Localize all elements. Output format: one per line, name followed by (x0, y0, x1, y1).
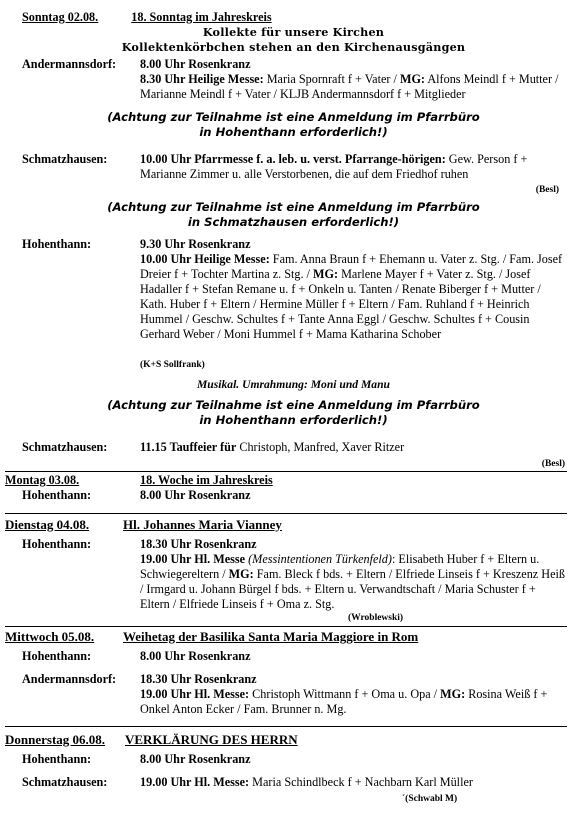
day-header-monday (5, 473, 273, 488)
service-time: 19.00 Uhr Hl. Messe (140, 552, 246, 566)
day-header-tuesday (5, 517, 282, 532)
mg-label: MG: (399, 72, 425, 86)
intention-text: Christoph, Manfred, Xaver Ritzer (236, 440, 405, 454)
intention-text: Maria Spornraft f + Vater / (263, 72, 400, 86)
divider (5, 513, 567, 514)
day-title: VERKLÄRUNG DES HERRN (125, 732, 298, 747)
place-hohenthann: Hohenthann: (22, 537, 92, 551)
service-entry (140, 775, 568, 790)
service-time: 19.00 Uhr Hl. Messe: (140, 775, 250, 789)
divider (5, 471, 567, 472)
celebrant: (Besl) (541, 459, 565, 469)
service-time: 11.15 Tauffeier für (140, 440, 237, 454)
place-schmatzhausen: Schmatzhausen: (22, 152, 108, 166)
divider (5, 726, 567, 727)
day-title: 18. Woche im Jahreskreis (140, 473, 273, 487)
day-date: Dienstag 04.08. (5, 517, 90, 532)
day-header-sunday (22, 10, 272, 25)
service-entry: 8.00 Uhr Rosenkranz (140, 57, 251, 71)
place-hohenthann: Hohenthann: (22, 752, 92, 766)
service-entry (140, 72, 568, 102)
service-entry: 8.00 Uhr Rosenkranz (140, 488, 251, 502)
place-andermannsdorf: Andermannsdorf: (22, 57, 117, 71)
place-hohenthann: Hohenthann: (22, 237, 92, 251)
service-time: 10.00 Uhr Heilige Messe: (140, 252, 270, 266)
divider (5, 626, 567, 627)
service-time: 19.00 Uhr Hl. Messe: (140, 687, 250, 701)
service-entry: 8.00 Uhr Rosenkranz (140, 752, 251, 766)
day-header-wednesday (5, 629, 419, 644)
place-schmatzhausen: Schmatzhausen: (22, 440, 108, 454)
service-entry (140, 152, 568, 182)
music-note: Musikal. Umrahmung: Moni und Manu (197, 378, 390, 391)
celebrant: (K+S Sollfrank) (140, 360, 205, 370)
service-entry (140, 252, 568, 342)
intention-note: (Messintentionen Türkenfeld) (245, 552, 392, 566)
notice-line: (Achtung zur Teilnahme ist eine Anmeldung im Pfarrbüro (107, 200, 480, 214)
intention-text: Christoph Wittmann f + Oma u. Opa / (249, 687, 441, 701)
day-header-thursday (5, 732, 298, 747)
notice-line: in Hohenthann erforderlich!) (199, 413, 388, 427)
intention-text: Fam. Anna Braun f + Ehemann u. Vater z. Stg. / Fam. Josef Dreier f + Tochter Martina z. Stg. / (140, 252, 563, 281)
intention-text: Alfons Meindl f + Mutter / Marianne Meindl f + Vater / KLJB Andermannsdorf f + Mitglieder (140, 72, 559, 101)
notice-line: (Achtung zur Teilnahme ist eine Anmeldung im Pfarrbüro (107, 398, 480, 412)
day-date: Donnerstag 06.08. (5, 732, 106, 747)
mg-label: MG: (440, 687, 466, 701)
service-entry (140, 687, 568, 717)
celebrant: (Wroblewski) (348, 613, 404, 623)
intention-text: Gew. Person f + Marianne Zimmer u. alle Verstorbenen, die auf dem Friedhof ruhen (140, 152, 528, 181)
notice-line: (Achtung zur Teilnahme ist eine Anmeldung im Pfarrbüro (107, 110, 480, 124)
service-entry: 18.30 Uhr Rosenkranz (140, 672, 257, 686)
intention-text: Rosina Weiß f + Onkel Anton Ecker / Fam. Brunner n. Mg. (140, 687, 548, 716)
service-time: 8.30 Uhr Heilige Messe: (140, 72, 264, 86)
mg-label: MG: (228, 567, 254, 581)
service-entry: 9.30 Uhr Rosenkranz (140, 237, 251, 251)
day-date: Sonntag 02.08. (22, 10, 99, 24)
intention-text: : Elisabeth Huber f + Eltern u. Schwiegereltern / (140, 552, 540, 581)
intention-text: Maria Schindlbeck f + Nachbarn Karl Müller (249, 775, 473, 789)
day-title: Hl. Johannes Maria Vianney (123, 517, 282, 532)
day-date: Mittwoch 05.08. (5, 629, 95, 644)
service-time: 10.00 Uhr Pfarrmesse f. a. leb. u. verst. Pfarrange-hörigen: (140, 152, 446, 166)
intention-text: Marlene Mayer f + Vater z. Stg. / Josef Hadaller f + Stefan Remane u. f + Onkeln u. Tanten / Renate Biberger f + Mutter / Kath. Huber f + Eltern / Hermine Müller f + Eltern / Fam. Ruhland f + Heinrich Hummel / Geschw. Schultes f + Tante Anna Eggl / Geschw. Schultes f + Cousin Gerhard Weber / Moni Hummel f + Mama Katharina Schober (140, 267, 541, 341)
place-hohenthann: Hohenthann: (22, 649, 92, 663)
day-title: 18. Sonntag im Jahreskreis (131, 10, 272, 24)
day-title: Weihetag der Basilika Santa Maria Maggiore in Rom (123, 629, 419, 644)
notice-line: in Schmatzhausen erforderlich!) (187, 215, 400, 229)
celebrant: ´(Schwabl M) (402, 794, 458, 804)
service-entry (140, 440, 568, 455)
place-schmatzhausen: Schmatzhausen: (22, 775, 108, 789)
intention-text: Fam. Bleck f bds. + Eltern / Elfriede Linseis f + Kreszenz Heiß / Irmgard u. Johann Bürgel f bds. + Eltern u. Verwandtschaft / Maria Schuster f + Eltern / Elfriede Linseis f + Oma z. Stg. (140, 567, 565, 611)
celebrant: (Besl) (535, 185, 559, 195)
place-andermannsdorf: Andermannsdorf: (22, 672, 117, 686)
kollekte-line-2: Kollektenkörbchen stehen an den Kirchenausgängen (121, 40, 466, 54)
mg-label: MG: (312, 267, 339, 281)
service-entry: 18.30 Uhr Rosenkranz (140, 537, 257, 551)
service-entry: 8.00 Uhr Rosenkranz (140, 649, 251, 663)
service-entry (140, 552, 568, 612)
notice-line: in Hohenthann erforderlich!) (199, 125, 388, 139)
place-hohenthann: Hohenthann: (22, 488, 92, 502)
day-date: Montag 03.08. (5, 473, 80, 487)
kollekte-line-1: Kollekte für unsere Kirchen (202, 25, 385, 39)
